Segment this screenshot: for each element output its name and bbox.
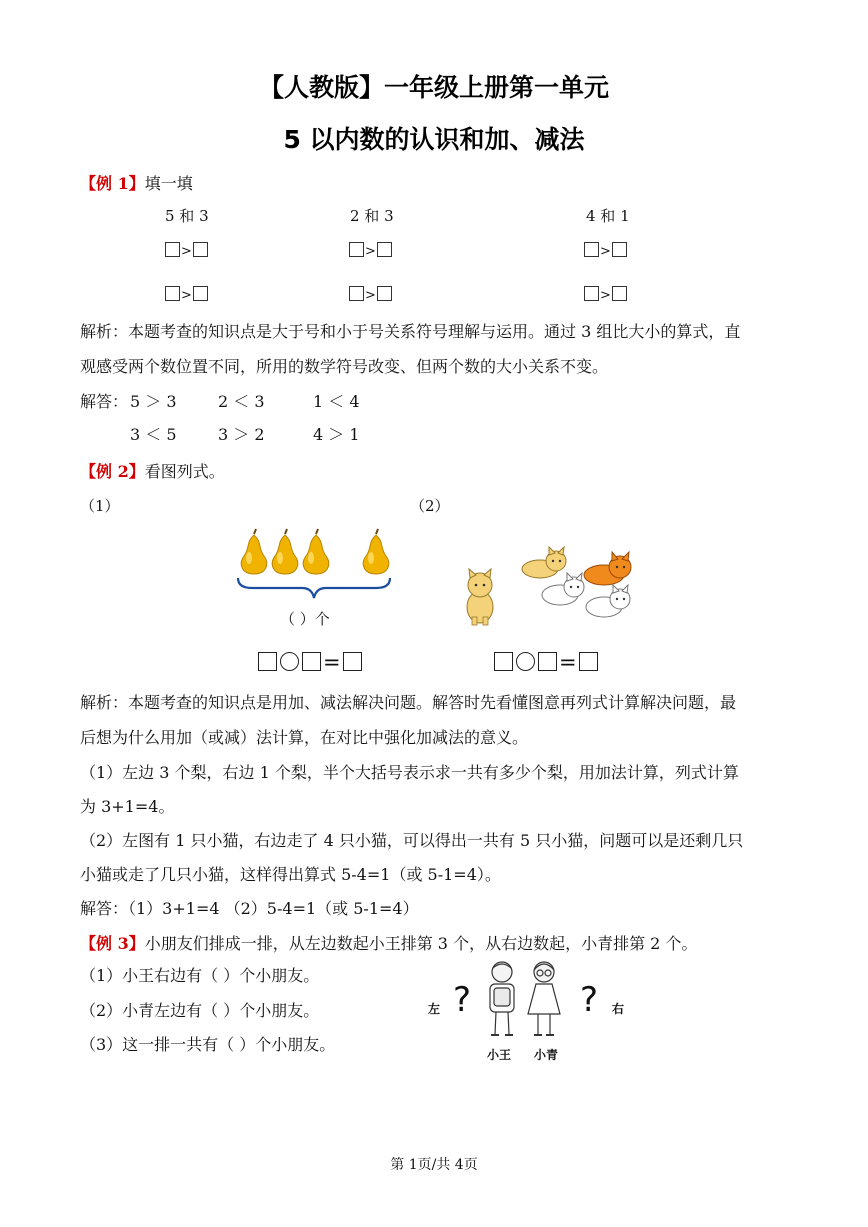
answer-box[interactable] [584, 286, 599, 301]
ex1-answer-5: 3 ＞ 2 [218, 425, 265, 444]
ex2-analysis-line2: 后想为什么用加（或减）法计算，在对比中强化加减法的意义。 [80, 728, 529, 747]
greater-sign: > [181, 244, 192, 259]
compare-blank-1b[interactable] [165, 284, 208, 303]
page-subtitle: 5 以内数的认识和加、减法 [283, 125, 585, 154]
cat-icon [584, 552, 631, 585]
equals-sign: = [323, 650, 341, 674]
page-title: 【人教版】一年级上册第一单元 [258, 73, 609, 102]
ex2-part2-explain-line1: （2）左图有 1 只小猫，右边走了 4 只小猫，可以得出一共有 5 只小猫，问题可以是还剩几只 [80, 831, 744, 850]
example-1-prompt: 填一填 [144, 174, 193, 193]
greater-sign: > [600, 244, 611, 259]
question-mark-left: ? [453, 980, 472, 1020]
brace-icon [238, 578, 390, 598]
answer-box[interactable] [494, 652, 513, 671]
answer-box[interactable] [377, 242, 392, 257]
name-label-xiaoqing: 小青 [534, 1048, 559, 1062]
ex1-analysis-line2: 观感受两个数位置不同，所用的数学符号改变、但两个数的大小关系不变。 [80, 357, 609, 376]
name-label-xiaowang: 小王 [487, 1048, 512, 1062]
cats-illustration [460, 545, 640, 630]
question-mark-right: ? [580, 980, 599, 1020]
answer-box[interactable] [258, 652, 277, 671]
page-footer: 第 1页/共 4页 [390, 1157, 478, 1173]
operator-circle[interactable] [516, 652, 535, 671]
children-illustration [480, 958, 570, 1046]
answer-box[interactable] [612, 242, 627, 257]
ex3-question-3: （3）这一排一共有（ ）个小朋友。 [80, 1035, 336, 1054]
answer-box[interactable] [584, 242, 599, 257]
greater-sign: > [181, 288, 192, 303]
answer-box[interactable] [193, 242, 208, 257]
answer-box[interactable] [377, 286, 392, 301]
compare-blank-3a[interactable] [584, 240, 627, 259]
ex2-part1-explain-line2: 为 3+1=4。 [80, 797, 175, 816]
equation-blank-2[interactable] [494, 650, 598, 674]
pair-1-label: 5 和 3 [165, 207, 209, 225]
boy-xiaowang-icon [490, 962, 514, 1035]
answer-box[interactable] [165, 242, 180, 257]
example-1-label: 【例 1】 [80, 174, 145, 193]
ex2-part1-explain-line1: （1）左边 3 个梨，右边 1 个梨，半个大括号表示求一共有多少个梨，用加法计算，列式计算 [80, 763, 739, 782]
girl-xiaoqing-icon [528, 962, 560, 1035]
compare-blank-3b[interactable] [584, 284, 627, 303]
example-2-prompt: 看图列式。 [144, 462, 225, 481]
ex2-analysis-line1: 解析：本题考查的知识点是用加、减法解决问题。解答时先看懂图意再列式计算解决问题，最 [80, 693, 737, 712]
pears-illustration [232, 528, 397, 600]
answer-box[interactable] [165, 286, 180, 301]
greater-sign: > [600, 288, 611, 303]
equation-blank-1[interactable] [258, 650, 362, 674]
operator-circle[interactable] [280, 652, 299, 671]
pear-icon [272, 529, 298, 574]
ex1-answer-label: 解答： [80, 392, 129, 411]
example-2-label: 【例 2】 [80, 462, 145, 481]
compare-blank-1a[interactable] [165, 240, 208, 259]
answer-box[interactable] [612, 286, 627, 301]
answer-box[interactable] [349, 286, 364, 301]
answer-box[interactable] [193, 286, 208, 301]
left-direction-label: 左 [428, 1002, 441, 1016]
pear-icon [303, 529, 329, 574]
compare-blank-2b[interactable] [349, 284, 392, 303]
pear-icon [363, 529, 389, 574]
example-2-heading [80, 459, 225, 482]
ex1-analysis-line1: 解析：本题考查的知识点是大于号和小于号关系符号理解与运用。通过 3 组比大小的算式，直 [80, 322, 741, 341]
answer-box[interactable] [579, 652, 598, 671]
ex2-part2-explain-line2: 小猫或走了几只小猫，这样得出算式 5-4=1（或 5-1=4）。 [80, 865, 501, 884]
ex1-answer-1: 5 ＞ 3 [130, 392, 177, 411]
cat-icon [467, 569, 493, 625]
right-direction-label: 右 [612, 1002, 625, 1016]
answer-box[interactable] [349, 242, 364, 257]
cat-icon [586, 585, 630, 617]
compare-blank-2a[interactable] [349, 240, 392, 259]
pair-2-label: 2 和 3 [350, 207, 394, 225]
ex1-answer-3: 1 ＜ 4 [313, 392, 360, 411]
cat-icon [522, 547, 566, 578]
example-1-heading [80, 171, 193, 194]
ex1-answer-2: 2 ＜ 3 [218, 392, 265, 411]
ex1-answer-4: 3 ＜ 5 [130, 425, 177, 444]
example-3-label: 【例 3】 [80, 934, 145, 953]
ex2-part-1-label: （1） [80, 497, 120, 515]
greater-sign: > [365, 288, 376, 303]
ex3-question-1: （1）小王右边有（ ）个小朋友。 [80, 966, 320, 985]
ex1-answer-6: 4 ＞ 1 [313, 425, 360, 444]
ex2-answer: 解答：（1）3+1=4 （2）5-4=1（或 5-1=4） [80, 899, 419, 918]
pear-icon [241, 529, 267, 574]
equals-sign: = [559, 650, 577, 674]
bracket-count-blank[interactable]: （ ）个 [280, 610, 330, 628]
answer-box[interactable] [343, 652, 362, 671]
ex3-question-2: （2）小青左边有（ ）个小朋友。 [80, 1001, 320, 1020]
example-3-prompt: 小朋友们排成一排，从左边数起小王排第 3 个，从右边数起，小青排第 2 个。 [144, 934, 698, 953]
ex2-part-2-label: （2） [410, 497, 450, 515]
pair-3-label: 4 和 1 [586, 207, 630, 225]
greater-sign: > [365, 244, 376, 259]
example-3-heading [80, 931, 697, 954]
answer-box[interactable] [538, 652, 557, 671]
cat-icon [542, 573, 584, 605]
answer-box[interactable] [302, 652, 321, 671]
